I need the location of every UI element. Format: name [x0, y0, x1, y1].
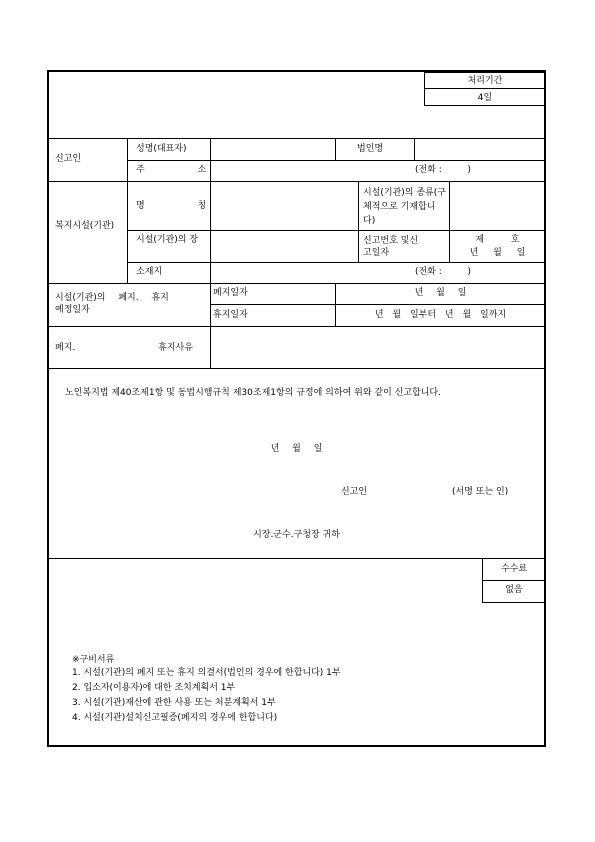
attachment-item: 3. 시설(기관)재산에 관한 사용 또는 처분계획서 1부 [72, 698, 276, 708]
attachment-item: 2. 입소자(이용자)에 대한 조치계획서 1부 [72, 683, 236, 693]
facility-section-label: 복지시설(기관) [55, 221, 115, 231]
location-label: 소재지 [136, 267, 163, 277]
attachment-item: 4. 시설(기관)설치신고필증(폐지의 경우에 한합니다) [72, 713, 278, 723]
applicant-phone-label: (전화 : ) [415, 165, 472, 175]
processing-period-value: 4일 [477, 93, 493, 103]
report-date-value: 년 월 일 [469, 248, 526, 258]
attachments-title: ※구비서류 [72, 655, 115, 665]
applicant-name-label: 성명(대표자) [136, 144, 187, 154]
suspension-date-value: 년 월 일부터 년 월 일까지 [374, 310, 507, 320]
signer-label: 신고인 [341, 487, 368, 497]
corp-name-label: 법인명 [357, 144, 384, 154]
declaration-date: 년 월 일 [270, 444, 323, 454]
schedule-label-line1: 시설(기관)의 폐지. 휴지 [55, 293, 169, 303]
facility-name-label: 명 칭 [136, 201, 207, 211]
facility-phone-label: (전화 : ) [415, 267, 472, 277]
fee-label: 수수료 [500, 564, 528, 574]
processing-period-label: 처리기간 [467, 76, 503, 86]
schedule-label-line2: 예정일자 [55, 305, 90, 315]
attachment-item: 1. 시설(기관)의 폐지 또는 휴지 의결서(법인의 경우에 한합니다) 1부 [72, 668, 341, 678]
report-no-label: 신고번호 및신고일자 [363, 236, 419, 258]
declaration-text: 노인복지법 제40조제1항 및 동법시행규칙 제30조제1항의 규정에 의하여 위와 같이 신고합니다. [65, 388, 441, 398]
suspension-date-label: 휴지일자 [213, 310, 248, 320]
report-no-value: 제 호 [475, 235, 520, 245]
facility-head-label: 시설(기관)의 장 [136, 235, 199, 245]
facility-type-label: 시설(기관)의 종류(구체적으로 기재합니다) [363, 188, 446, 226]
fee-value: 없음 [505, 585, 523, 595]
closure-date-value: 년 월 일 [414, 288, 467, 298]
signature-note: (서명 또는 인) [452, 487, 509, 497]
address-label: 주 소 [136, 165, 207, 175]
reason-label: 폐지. 휴지사유 [55, 343, 193, 353]
applicant-section-label: 신고인 [55, 154, 82, 164]
closure-date-label: 폐지일자 [213, 288, 248, 298]
form-frame [47, 70, 546, 747]
addressee: 시장.군수.구청장 귀하 [253, 530, 340, 540]
